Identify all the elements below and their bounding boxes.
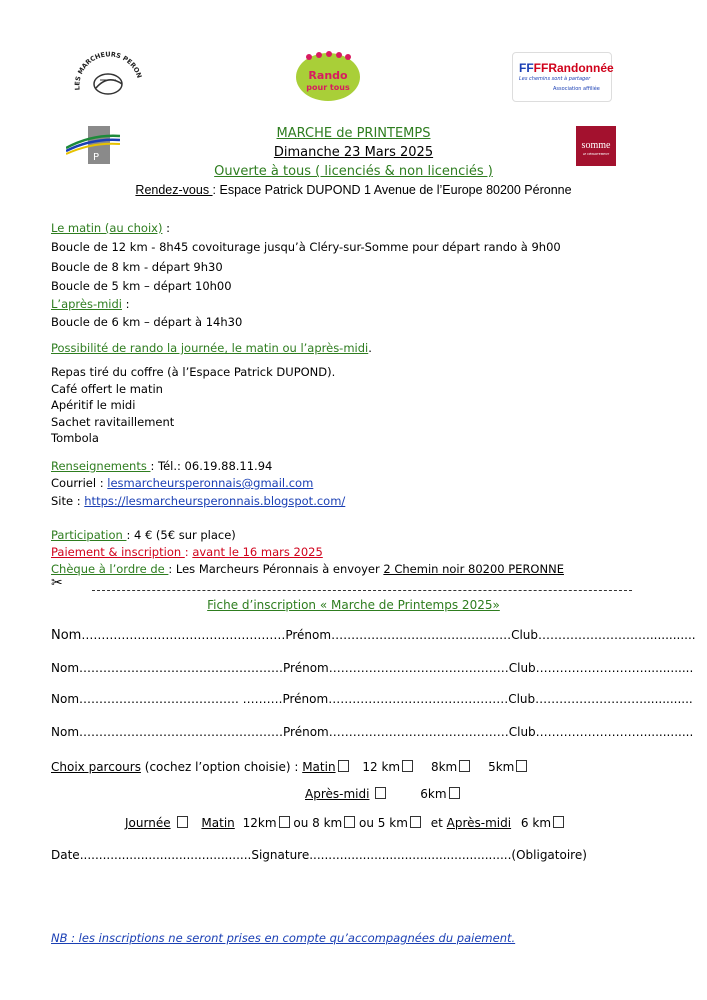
- km8-checkbox[interactable]: [459, 760, 470, 772]
- ffr-subtitle: Association affiliée: [553, 86, 600, 92]
- morning-item: Boucle de 5 km – départ 10h00: [51, 279, 232, 293]
- morning-heading: Le matin (au choix) :: [51, 221, 170, 235]
- form-row[interactable]: Nom……………………………………………Prénom………………………………………Club……………………….............: [51, 725, 694, 739]
- ffr-name: FFRandonnée: [533, 61, 614, 75]
- form-title: Fiche d’inscription « Marche de Printemps 2025»: [207, 598, 500, 612]
- renseignements-line: Renseignements : Tél.: 06.19.88.11.94: [51, 459, 273, 473]
- email-link[interactable]: lesmarcheursperonnais@gmail.com: [107, 476, 314, 490]
- form-row[interactable]: Nom……………………………………………Prénom………………………………………Club……………………….............: [51, 628, 696, 643]
- ff-prefix: FF: [519, 61, 534, 75]
- site-line: Site : https://lesmarcheursperonnais.blogspot.com/: [51, 494, 346, 508]
- open-to-all: Ouverte à tous ( licenciés & non licenciés ): [214, 164, 493, 179]
- afternoon-heading: L’après-midi :: [51, 297, 130, 311]
- form-row[interactable]: Nom……………………………………………Prénom………………………………………Club……………………….............: [51, 661, 694, 675]
- matin-option[interactable]: Matin: [302, 760, 336, 774]
- rando-pour-tous-logo: [295, 48, 361, 102]
- afternoon-label: L’après-midi: [51, 297, 122, 311]
- svg-text:LES MARCHEURS PERONNAIS: LES MARCHEURS PERO: [73, 50, 142, 91]
- rdv-text: : Espace Patrick DUPOND 1 Avenue de l’Europe 80200 Péronne: [212, 183, 572, 197]
- club-logo: [72, 40, 142, 102]
- extra-item: Sachet ravitaillement: [51, 415, 175, 429]
- extra-item: Apéritif le midi: [51, 398, 136, 412]
- rando-text: Rando: [308, 69, 348, 82]
- km5-checkbox[interactable]: [516, 760, 527, 772]
- event-date: Dimanche 23 Mars 2025: [273, 145, 434, 160]
- j12-checkbox[interactable]: [279, 816, 290, 828]
- svg-text:P: P: [93, 152, 100, 163]
- email-line: Courriel : lesmarcheursperonnais@gmail.com: [51, 476, 314, 490]
- site-link[interactable]: https://lesmarcheursperonnais.blogspot.com/: [84, 494, 346, 508]
- deadline: avant le 16 mars 2025: [192, 545, 323, 559]
- paiement-line: Paiement & inscription : avant le 16 mars 2025: [51, 545, 323, 559]
- cut-line: [92, 590, 632, 591]
- extra-item: Repas tiré du coffre (à l’Espace Patrick DUPOND).: [51, 365, 336, 379]
- scissors-icon: ✂: [51, 575, 63, 591]
- matin-checkbox[interactable]: [338, 760, 349, 772]
- journee-line: Journée Matin 12km ou 8 km ou 5 km et Après-midi 6 km: [125, 816, 564, 830]
- cheque-line: Chèque à l’ordre de : Les Marcheurs Péronnais à envoyer 2 Chemin noir 80200 PERONNE: [51, 562, 564, 576]
- apres-midi-option[interactable]: Après-midi: [305, 787, 370, 801]
- j5-checkbox[interactable]: [410, 816, 421, 828]
- date-signature-line[interactable]: Date.............................................Signature.....................................................(Obligatoire): [51, 848, 587, 862]
- ffrandonnee-logo: [512, 52, 612, 102]
- somme-sub: LE DÉPARTEMENT: [582, 152, 610, 156]
- journee-checkbox[interactable]: [177, 816, 188, 828]
- apres-midi-checkbox[interactable]: [375, 787, 386, 799]
- rendezvous-line: [0, 183, 707, 197]
- extra-item: Café offert le matin: [51, 382, 163, 396]
- pour-tous-text: pour tous: [306, 83, 350, 92]
- possibility-line: Possibilité de rando la journée, le matin ou l’après-midi.: [51, 341, 372, 355]
- morning-label: Le matin (au choix): [51, 221, 163, 235]
- journee-option[interactable]: Journée: [125, 816, 171, 830]
- j6-checkbox[interactable]: [553, 816, 564, 828]
- rdv-label: Rendez-vous: [135, 183, 213, 197]
- event-title: MARCHE de PRINTEMPS: [276, 126, 431, 141]
- extra-item: Tombola: [51, 431, 99, 445]
- km12-checkbox[interactable]: [402, 760, 413, 772]
- nb-note: NB : les inscriptions ne seront prises en compte qu’accompagnées du paiement.: [51, 931, 516, 945]
- j8-checkbox[interactable]: [344, 816, 355, 828]
- form-row[interactable]: Nom…………………………………. ……….Prénom………………………………………Club……………………….............: [51, 692, 693, 706]
- morning-item: Boucle de 12 km - 8h45 covoiturage jusqu’à Cléry-sur-Somme pour départ rando à 9h00: [51, 240, 561, 254]
- ffr-tagline: Les chemins sont à partager: [519, 76, 591, 82]
- morning-item: Boucle de 8 km - départ 9h30: [51, 260, 223, 274]
- participation-line: Participation : 4 € (5€ sur place): [51, 528, 236, 542]
- apres-midi-line: Après-midi 6km: [305, 787, 460, 801]
- cheque-address: 2 Chemin noir 80200 PERONNE: [383, 562, 564, 576]
- somme-name: somme: [581, 140, 611, 151]
- choix-line: Choix parcours (cochez l’option choisie) : Matin 12 km 8km 5km: [51, 760, 527, 774]
- afternoon-item: Boucle de 6 km – départ à 14h30: [51, 315, 243, 329]
- km6-checkbox[interactable]: [449, 787, 460, 799]
